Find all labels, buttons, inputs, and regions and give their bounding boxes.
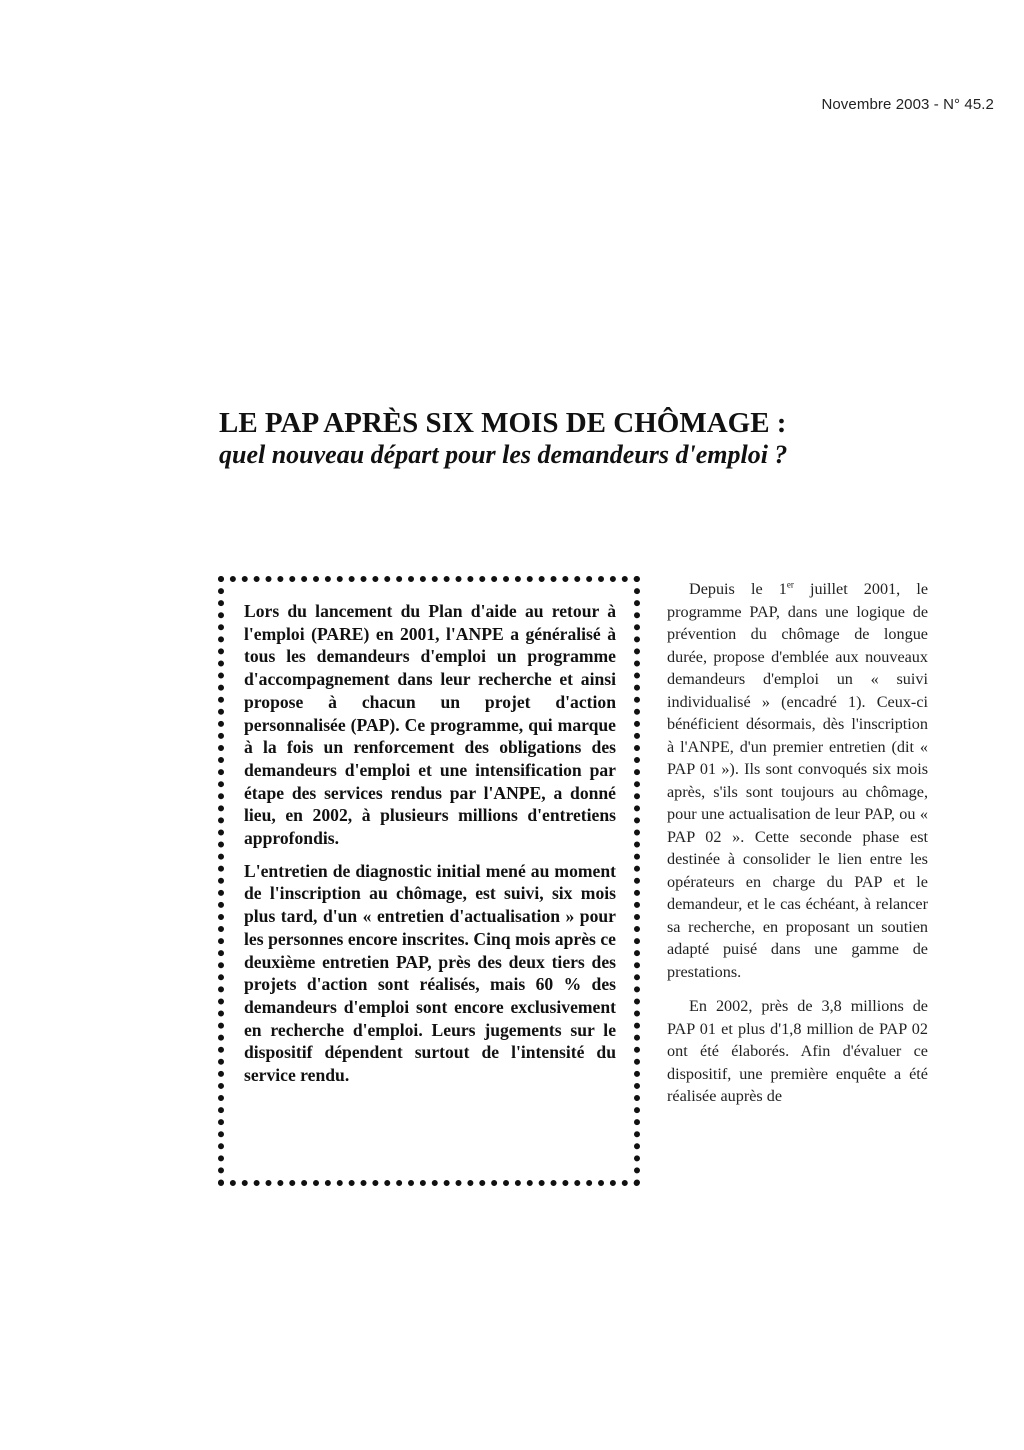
body-paragraph-1-start: Depuis le 1: [689, 580, 787, 598]
main-title: LE PAP APRÈS SIX MOIS DE CHÔMAGE :: [219, 407, 787, 439]
abstract-paragraph-1: Lors du lancement du Plan d'aide au retour à l'emploi (PARE) en 2001, l'ANPE a généralisé à tous les demandeurs d'emploi un programme d'accompagnement dans leur recherche et ainsi propose à chacun un projet d'action personnalisée (PAP). Ce programme, qui marque à la fois un renforcement des obligations des demandeurs d'emploi et une intensification par étape des services rendus par l'ANPE, a donné lieu, en 2002, à plusieurs millions d'entretiens approfondis.: [244, 601, 616, 849]
body-column: [667, 578, 928, 1120]
sub-title: quel nouveau départ pour les demandeurs d'emploi ?: [219, 440, 788, 469]
body-paragraph-1-rest: juillet 2001, le programme PAP, dans une logique de prévention du chômage de longue durée, propose d'emblée aux nouveaux demandeurs d'emploi un « suivi individualisé » (encadré 1). Ceux-ci bénéficient désormais, dès l'inscription à l'ANPE, d'un premier entretien (dit « PAP 01 »). Ils sont convoqués six mois après, s'ils sont toujours au chômage, pour une actualisation de leur PAP, ou « PAP 02 ». Cette seconde phase est destinée à consolider le lien entre les opérateurs en charge du PAP et le demandeur, et le cas échéant, à relancer sa recherche, en proposant un soutien adapté puisé dans une gamme de prestations.: [667, 580, 929, 981]
issue-header: Novembre 2003 - N° 45.2: [821, 96, 994, 113]
abstract-paragraph-2: L'entretien de diagnostic initial mené au moment de l'inscription au chômage, est suivi, six mois plus tard, d'un « entretien d'actualisation » pour les personnes encore inscrites. Cinq mois après ce deuxième entretien PAP, près des deux tiers des projets d'action sont réalisés, mais 60 % des demandeurs d'emploi sont encore exclusivement en recherche d'emploi. Leurs jugements sur le dispositif dépendent surtout de l'intensité du service rendu.: [244, 860, 616, 1086]
body-paragraph-1: [667, 578, 928, 983]
abstract-box: [218, 576, 640, 1186]
ordinal-superscript: er: [786, 579, 794, 590]
title-block: [219, 406, 939, 470]
body-paragraph-2: En 2002, près de 3,8 millions de PAP 01 et plus d'1,8 million de PAP 02 ont été élaborés. Afin d'évaluer ce dispositif, une première enquête a été réalisée auprès de: [667, 997, 928, 1105]
